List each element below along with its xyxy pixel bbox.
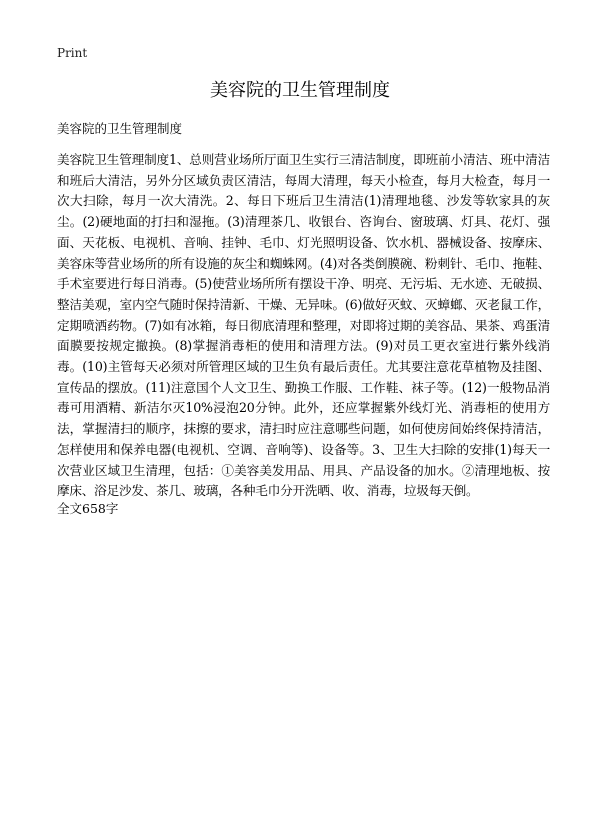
document-title: 美容院的卫生管理制度 — [210, 80, 390, 101]
document-body: 美容院卫生管理制度1、总则营业场所厅面卫生实行三清洁制度，即班前小清洁、班中清洁和班后大清洁，另外分区域负责区清洁，每周大清理，每天小检查，每月大检查，每月一次大扫除，每月一次大清洗。2、每日下班后卫生清洁(1)清理地毯、沙发等软家具的灰尘。(2)硬地面的打扫和湿拖。(3)清理茶几、收银台、咨询台、窗玻璃、灯具、花灯、强面、天花板、电视机、音响、挂钟、毛巾、灯光照明设备、饮水机、器械设备、按摩床、美容床等营业场所的所有设施的灰尘和蜘蛛网。(4)对各类倒膜碗、粉刺针、毛巾、拖鞋、手术室要进行每日消毒。(5)使营业场所所有摆设干净、明亮、无污垢、无水迹、无破损、整洁美观，室内空气随时保持清新、干燥、无异味。(6)做好灭蚊、灭蟑螂、灭老鼠工作，定期喷洒药物。(7)如有冰箱，每日彻底清理和整理，对即将过期的美容品、果茶、鸡蛋清面膜要按规定撤换。(8)掌握消毒柜的使用和清理方法。(9)对员工更衣室进行紫外线消毒。(10)主管每天必须对所管理区域的卫生负有最后责任。尤其要注意花草植物及挂图、宣传品的摆放。(11)注意国个人文卫生、勤换工作服、工作鞋、袜子等。(12)一般物品消毒可用酒精、新洁尔灭10%浸泡20分钟。此外，还应掌握紫外线灯光、消毒柜的使用方法，掌握清扫的顺序，抹擦的要求，清扫时应注意哪些问题，如何使房间始终保持清洁，怎样使用和保养电器(电视机、空调、音响等)、设备等。3、卫生大扫除的安排(1)每天一次营业区域卫生清理，包括：①美容美发用品、用具、产品设备的加水。②清理地板、按摩床、浴足沙发、茶几、玻璃，各种毛巾分开洗晒、收、消毒，垃圾每天倒。 — [57, 152, 550, 499]
print-label: Print — [57, 46, 88, 60]
document-subtitle: 美容院的卫生管理制度 — [57, 121, 183, 136]
word-count: 全文658字 — [57, 501, 119, 516]
